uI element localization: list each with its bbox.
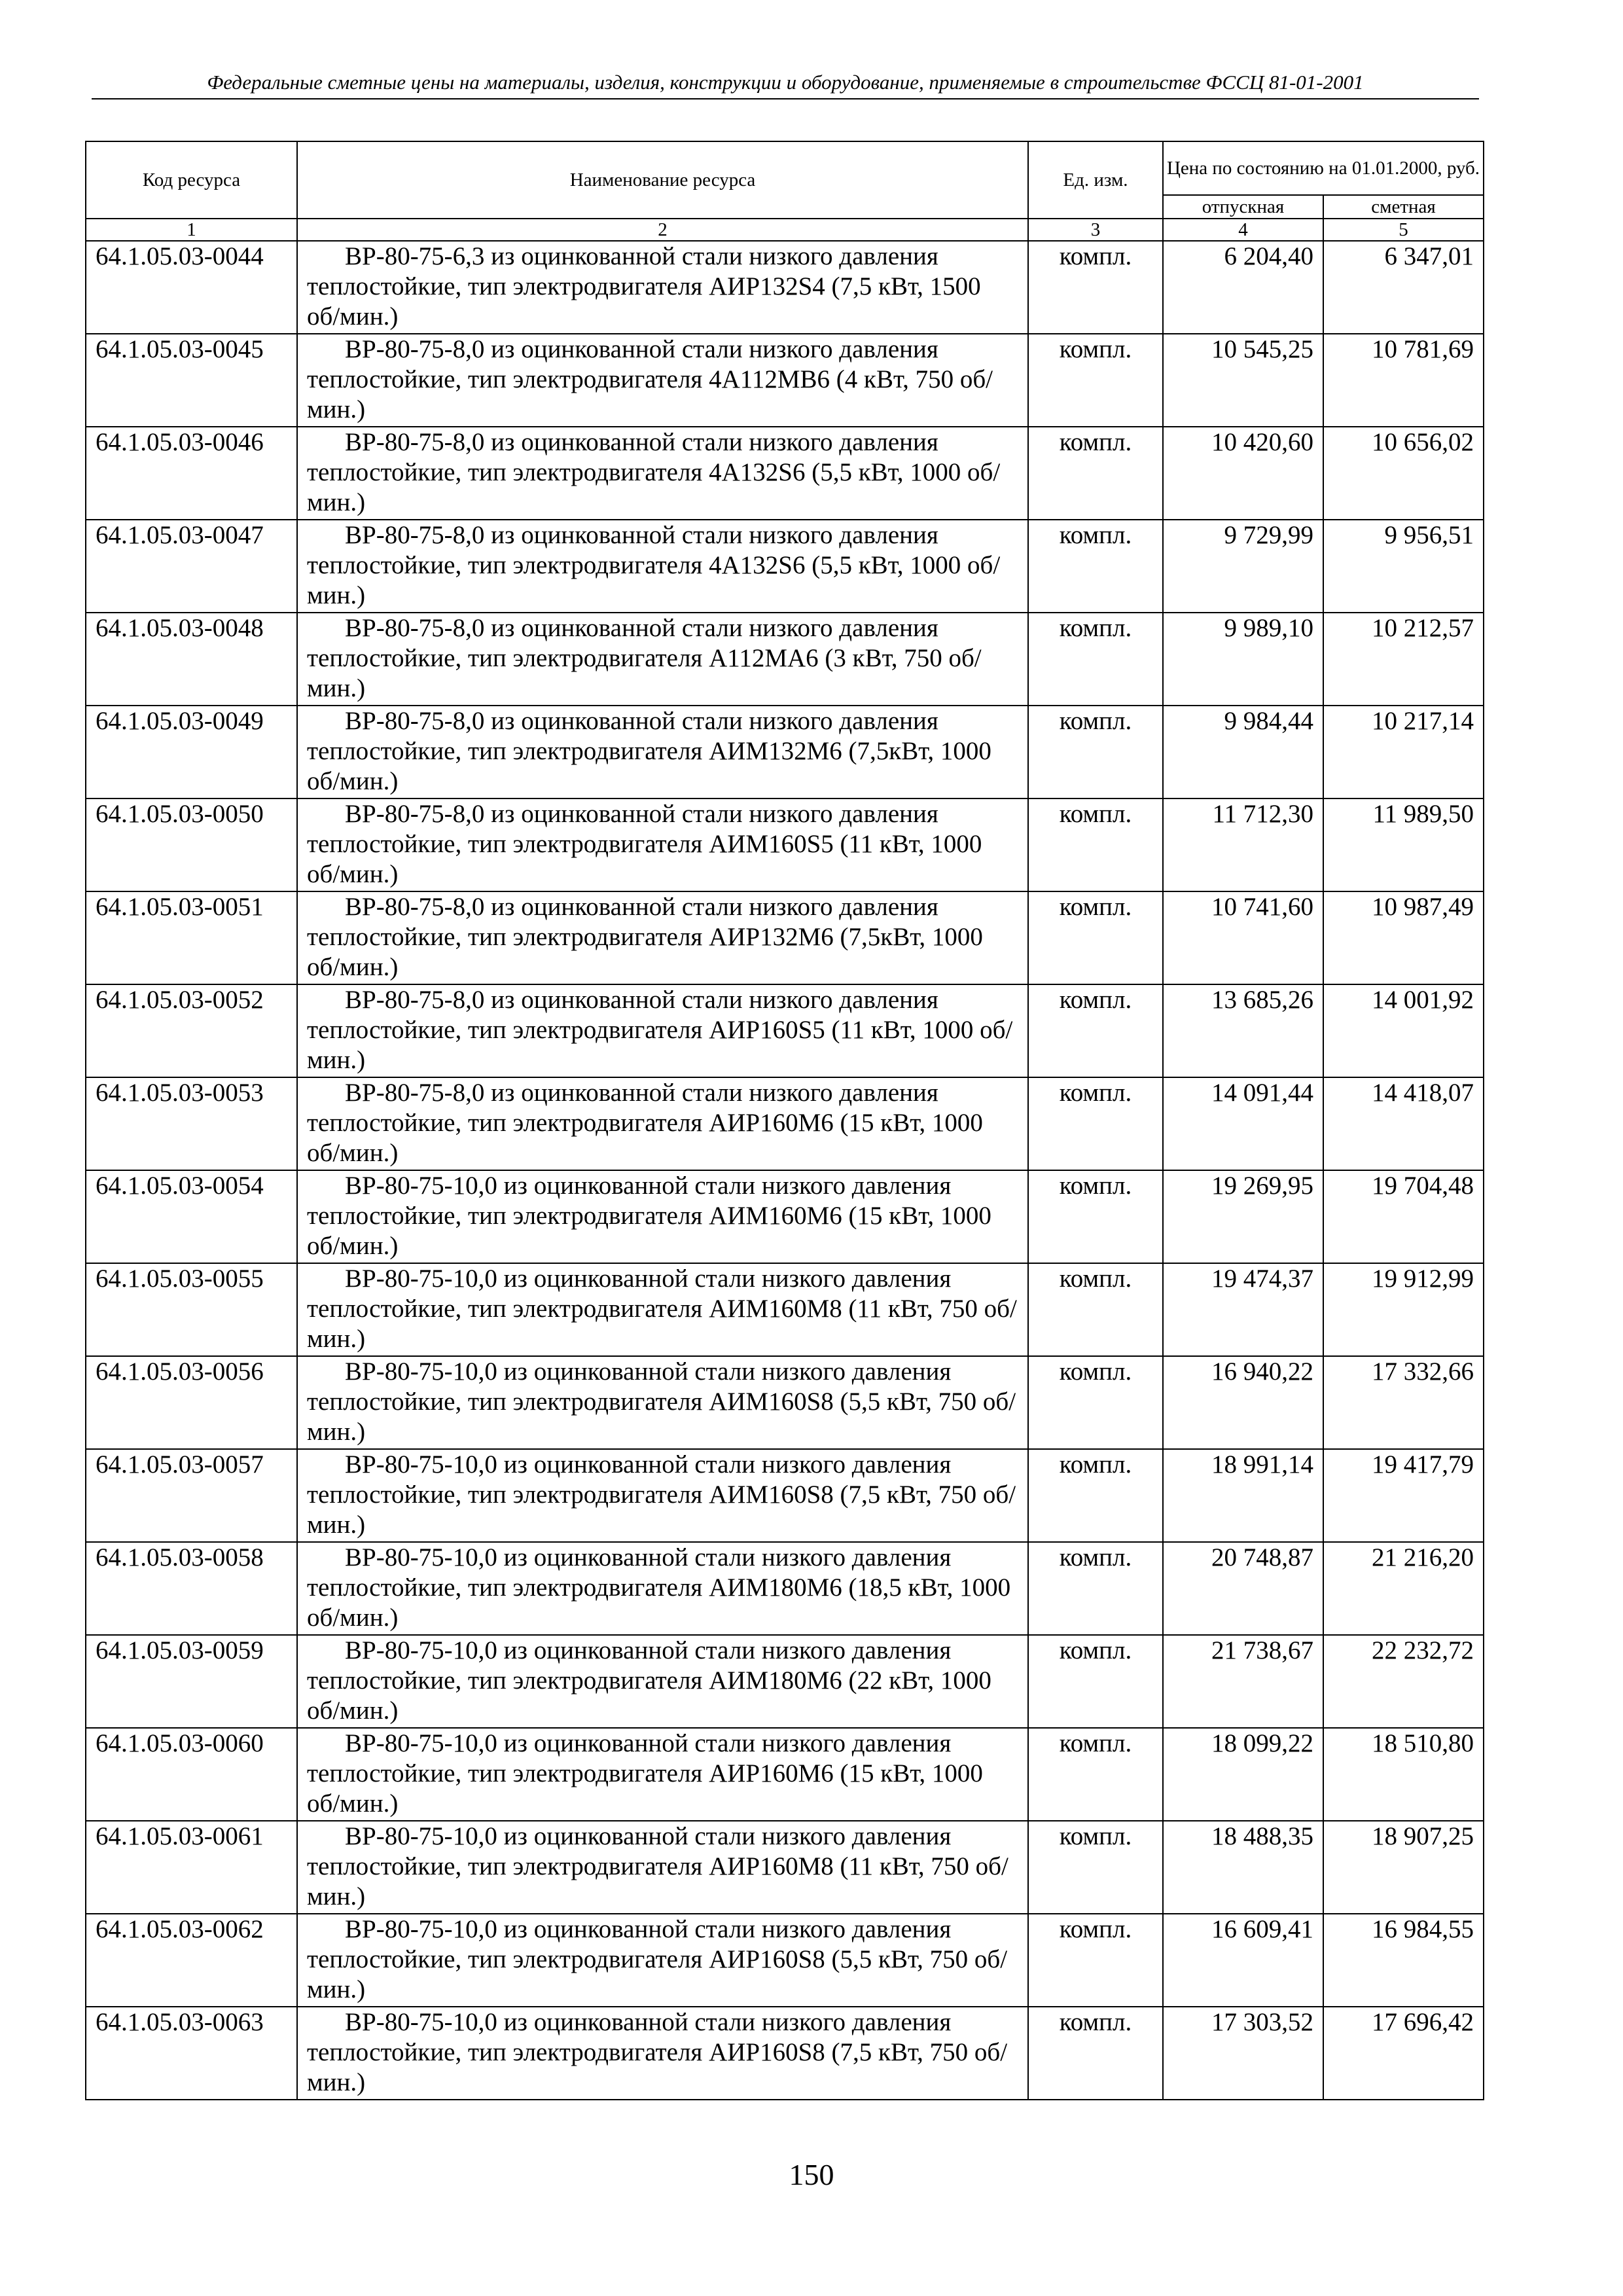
unit: компл. <box>1028 613 1163 706</box>
resource-code: 64.1.05.03-0046 <box>86 427 297 520</box>
resource-code: 64.1.05.03-0059 <box>86 1635 297 1728</box>
table-row <box>86 1356 1484 1449</box>
table-row <box>86 706 1484 798</box>
resource-name: ВР-80-75-8,0 из оцинкованной стали низкого давления теплостойкие, тип электродвигателя АИМ160S5 (11 кВт, 1000 об/мин.) <box>297 798 1028 891</box>
column-number: 3 <box>1028 219 1163 241</box>
header-name: Наименование ресурса <box>297 141 1028 219</box>
release-price: 14 091,44 <box>1163 1077 1323 1170</box>
release-price: 10 741,60 <box>1163 891 1323 984</box>
table-row <box>86 1263 1484 1356</box>
release-price: 19 474,37 <box>1163 1263 1323 1356</box>
release-price: 19 269,95 <box>1163 1170 1323 1263</box>
estimate-price: 10 781,69 <box>1323 334 1484 427</box>
table-body <box>86 241 1484 2100</box>
resource-code: 64.1.05.03-0063 <box>86 2007 297 2100</box>
resource-name: ВР-80-75-8,0 из оцинкованной стали низкого давления теплостойкие, тип электродвигателя 4А132S6 (5,5 кВт, 1000 об/мин.) <box>297 427 1028 520</box>
unit: компл. <box>1028 1542 1163 1635</box>
release-price: 11 712,30 <box>1163 798 1323 891</box>
resource-name: ВР-80-75-10,0 из оцинкованной стали низкого давления теплостойкие, тип электродвигателя АИР160S8 (5,5 кВт, 750 об/мин.) <box>297 1914 1028 2007</box>
resource-code: 64.1.05.03-0048 <box>86 613 297 706</box>
resource-code: 64.1.05.03-0060 <box>86 1728 297 1821</box>
table-row <box>86 1635 1484 1728</box>
resource-name: ВР-80-75-10,0 из оцинкованной стали низкого давления теплостойкие, тип электродвигателя АИМ160S8 (5,5 кВт, 750 об/мин.) <box>297 1356 1028 1449</box>
table-row <box>86 1821 1484 1914</box>
table-row <box>86 1728 1484 1821</box>
resource-code: 64.1.05.03-0057 <box>86 1449 297 1542</box>
resource-code: 64.1.05.03-0052 <box>86 984 297 1077</box>
release-price: 6 204,40 <box>1163 241 1323 334</box>
estimate-price: 6 347,01 <box>1323 241 1484 334</box>
release-price: 20 748,87 <box>1163 1542 1323 1635</box>
estimate-price: 10 217,14 <box>1323 706 1484 798</box>
resource-name: ВР-80-75-10,0 из оцинкованной стали низкого давления теплостойкие, тип электродвигателя АИМ160М6 (15 кВт, 1000 об/мин.) <box>297 1170 1028 1263</box>
resource-name: ВР-80-75-8,0 из оцинкованной стали низкого давления теплостойкие, тип электродвигателя АИР132М6 (7,5кВт, 1000 об/мин.) <box>297 891 1028 984</box>
estimate-price: 17 332,66 <box>1323 1356 1484 1449</box>
table-row <box>86 1542 1484 1635</box>
resource-code: 64.1.05.03-0044 <box>86 241 297 334</box>
resource-name: ВР-80-75-8,0 из оцинкованной стали низкого давления теплостойкие, тип электродвигателя АИР160S5 (11 кВт, 1000 об/мин.) <box>297 984 1028 1077</box>
release-price: 9 729,99 <box>1163 520 1323 613</box>
estimate-price: 10 656,02 <box>1323 427 1484 520</box>
table-row <box>86 520 1484 613</box>
table-row <box>86 1170 1484 1263</box>
column-number: 4 <box>1163 219 1323 241</box>
price-table <box>85 141 1484 2100</box>
unit: компл. <box>1028 1263 1163 1356</box>
release-price: 21 738,67 <box>1163 1635 1323 1728</box>
header-release-price: отпускная <box>1163 195 1323 219</box>
release-price: 16 609,41 <box>1163 1914 1323 2007</box>
resource-code: 64.1.05.03-0054 <box>86 1170 297 1263</box>
header-code: Код ресурса <box>86 141 297 219</box>
resource-name: ВР-80-75-8,0 из оцинкованной стали низкого давления теплостойкие, тип электродвигателя 4А132S6 (5,5 кВт, 1000 об/мин.) <box>297 520 1028 613</box>
estimate-price: 17 696,42 <box>1323 2007 1484 2100</box>
resource-name: ВР-80-75-10,0 из оцинкованной стали низкого давления теплостойкие, тип электродвигателя АИР160М6 (15 кВт, 1000 об/мин.) <box>297 1728 1028 1821</box>
release-price: 10 545,25 <box>1163 334 1323 427</box>
table-row <box>86 798 1484 891</box>
table-row <box>86 1449 1484 1542</box>
unit: компл. <box>1028 427 1163 520</box>
estimate-price: 19 912,99 <box>1323 1263 1484 1356</box>
resource-name: ВР-80-75-8,0 из оцинкованной стали низкого давления теплостойкие, тип электродвигателя А112МА6 (3 кВт, 750 об/мин.) <box>297 613 1028 706</box>
header-unit: Ед. изм. <box>1028 141 1163 219</box>
column-number: 2 <box>297 219 1028 241</box>
resource-name: ВР-80-75-10,0 из оцинкованной стали низкого давления теплостойкие, тип электродвигателя АИР160М8 (11 кВт, 750 об/мин.) <box>297 1821 1028 1914</box>
estimate-price: 10 987,49 <box>1323 891 1484 984</box>
unit: компл. <box>1028 1170 1163 1263</box>
release-price: 18 099,22 <box>1163 1728 1323 1821</box>
estimate-price: 16 984,55 <box>1323 1914 1484 2007</box>
unit: компл. <box>1028 2007 1163 2100</box>
resource-name: ВР-80-75-6,3 из оцинкованной стали низкого давления теплостойкие, тип электродвигателя АИР132S4 (7,5 кВт, 1500 об/мин.) <box>297 241 1028 334</box>
estimate-price: 11 989,50 <box>1323 798 1484 891</box>
resource-code: 64.1.05.03-0053 <box>86 1077 297 1170</box>
unit: компл. <box>1028 984 1163 1077</box>
unit: компл. <box>1028 1356 1163 1449</box>
table-row <box>86 334 1484 427</box>
resource-code: 64.1.05.03-0045 <box>86 334 297 427</box>
resource-code: 64.1.05.03-0062 <box>86 1914 297 2007</box>
estimate-price: 10 212,57 <box>1323 613 1484 706</box>
release-price: 10 420,60 <box>1163 427 1323 520</box>
unit: компл. <box>1028 1449 1163 1542</box>
running-header: Федеральные сметные цены на материалы, изделия, конструкции и оборудование, применяемые в строительстве ФССЦ 81-01-2001 <box>92 71 1479 99</box>
unit: компл. <box>1028 520 1163 613</box>
resource-name: ВР-80-75-10,0 из оцинкованной стали низкого давления теплостойкие, тип электродвигателя АИМ160М8 (11 кВт, 750 об/мин.) <box>297 1263 1028 1356</box>
unit: компл. <box>1028 1077 1163 1170</box>
estimate-price: 21 216,20 <box>1323 1542 1484 1635</box>
unit: компл. <box>1028 798 1163 891</box>
unit: компл. <box>1028 1821 1163 1914</box>
unit: компл. <box>1028 241 1163 334</box>
estimate-price: 9 956,51 <box>1323 520 1484 613</box>
release-price: 9 984,44 <box>1163 706 1323 798</box>
resource-name: ВР-80-75-8,0 из оцинкованной стали низкого давления теплостойкие, тип электродвигателя АИМ132М6 (7,5кВт, 1000 об/мин.) <box>297 706 1028 798</box>
resource-name: ВР-80-75-8,0 из оцинкованной стали низкого давления теплостойкие, тип электродвигателя АИР160М6 (15 кВт, 1000 об/мин.) <box>297 1077 1028 1170</box>
resource-name: ВР-80-75-8,0 из оцинкованной стали низкого давления теплостойкие, тип электродвигателя 4А112МВ6 (4 кВт, 750 об/мин.) <box>297 334 1028 427</box>
resource-name: ВР-80-75-10,0 из оцинкованной стали низкого давления теплостойкие, тип электродвигателя АИМ180М6 (18,5 кВт, 1000 об/мин.) <box>297 1542 1028 1635</box>
unit: компл. <box>1028 1728 1163 1821</box>
resource-code: 64.1.05.03-0051 <box>86 891 297 984</box>
resource-name: ВР-80-75-10,0 из оцинкованной стали низкого давления теплостойкие, тип электродвигателя АИМ180М6 (22 кВт, 1000 об/мин.) <box>297 1635 1028 1728</box>
estimate-price: 14 418,07 <box>1323 1077 1484 1170</box>
resource-code: 64.1.05.03-0047 <box>86 520 297 613</box>
table-row <box>86 241 1484 334</box>
table-row <box>86 984 1484 1077</box>
release-price: 13 685,26 <box>1163 984 1323 1077</box>
table-row <box>86 1077 1484 1170</box>
table-row <box>86 1914 1484 2007</box>
estimate-price: 18 907,25 <box>1323 1821 1484 1914</box>
estimate-price: 19 704,48 <box>1323 1170 1484 1263</box>
resource-code: 64.1.05.03-0061 <box>86 1821 297 1914</box>
resource-code: 64.1.05.03-0050 <box>86 798 297 891</box>
table-row <box>86 427 1484 520</box>
column-number: 1 <box>86 219 297 241</box>
resource-code: 64.1.05.03-0056 <box>86 1356 297 1449</box>
unit: компл. <box>1028 706 1163 798</box>
table-row <box>86 613 1484 706</box>
table-row <box>86 891 1484 984</box>
resource-code: 64.1.05.03-0058 <box>86 1542 297 1635</box>
unit: компл. <box>1028 1635 1163 1728</box>
release-price: 18 991,14 <box>1163 1449 1323 1542</box>
estimate-price: 18 510,80 <box>1323 1728 1484 1821</box>
page-number: 150 <box>789 2158 834 2191</box>
resource-code: 64.1.05.03-0049 <box>86 706 297 798</box>
resource-code: 64.1.05.03-0055 <box>86 1263 297 1356</box>
release-price: 16 940,22 <box>1163 1356 1323 1449</box>
table-row <box>86 2007 1484 2100</box>
resource-name: ВР-80-75-10,0 из оцинкованной стали низкого давления теплостойкие, тип электродвигателя АИМ160S8 (7,5 кВт, 750 об/мин.) <box>297 1449 1028 1542</box>
unit: компл. <box>1028 891 1163 984</box>
release-price: 17 303,52 <box>1163 2007 1323 2100</box>
estimate-price: 19 417,79 <box>1323 1449 1484 1542</box>
header-estimate-price: сметная <box>1323 195 1484 219</box>
release-price: 18 488,35 <box>1163 1821 1323 1914</box>
estimate-price: 14 001,92 <box>1323 984 1484 1077</box>
unit: компл. <box>1028 1914 1163 2007</box>
header-price-group: Цена по состоянию на 01.01.2000, руб. <box>1163 141 1484 195</box>
resource-name: ВР-80-75-10,0 из оцинкованной стали низкого давления теплостойкие, тип электродвигателя АИР160S8 (7,5 кВт, 750 об/мин.) <box>297 2007 1028 2100</box>
unit: компл. <box>1028 334 1163 427</box>
release-price: 9 989,10 <box>1163 613 1323 706</box>
estimate-price: 22 232,72 <box>1323 1635 1484 1728</box>
column-number: 5 <box>1323 219 1484 241</box>
